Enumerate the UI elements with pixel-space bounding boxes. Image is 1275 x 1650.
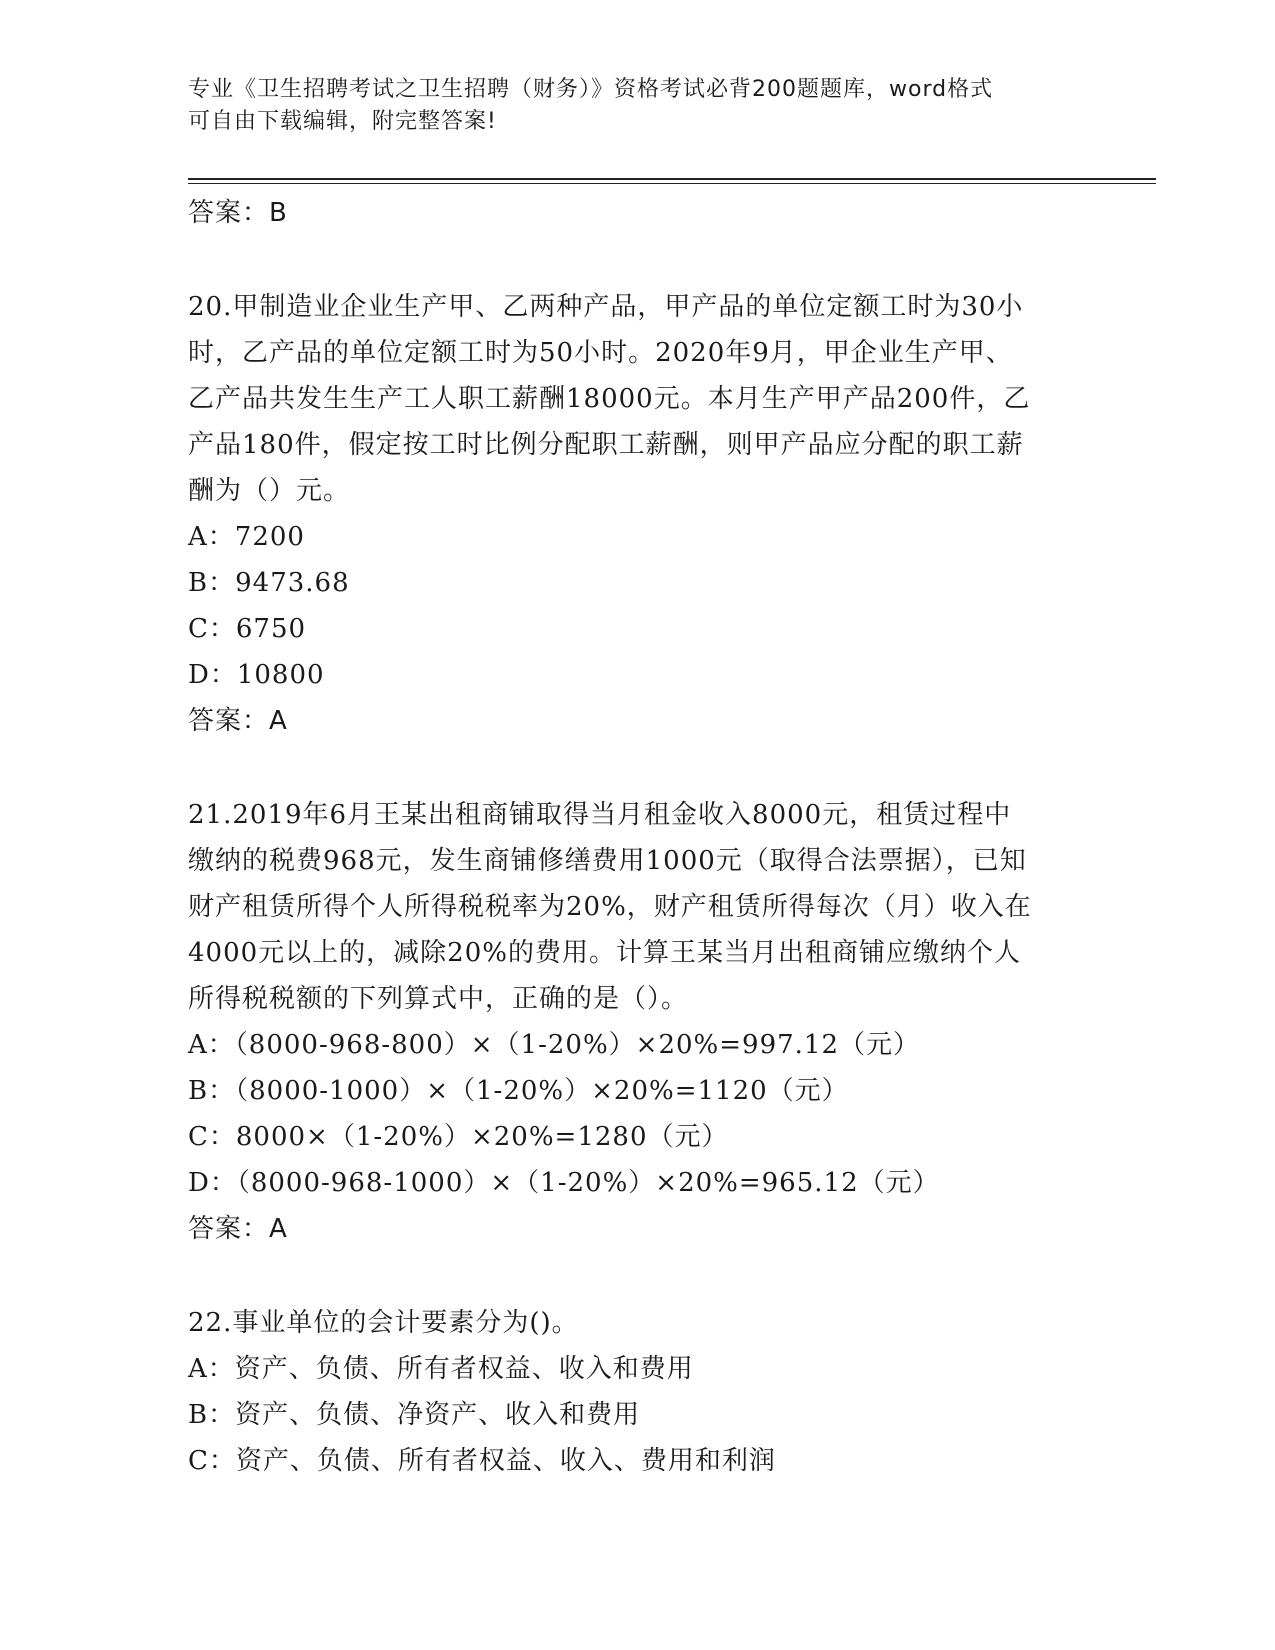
option-list: [188, 514, 1088, 698]
question-text: 22.事业单位的会计要素分为()。: [188, 1308, 579, 1338]
answer-line: 答案：B: [188, 198, 288, 228]
option-d: D：10800: [188, 660, 325, 690]
question-text: 20.甲制造业企业生产甲、乙两种产品，甲产品的单位定额工时为30小时，乙产品的单位定额工时为50小时。2020年9月，甲企业生产甲、乙产品共发生生产工人职工薪酬18000元。本月生产甲产品200件，乙产品180件，假定按工时比例分配职工薪酬，则甲产品应分配的职工薪酬为（）元。: [188, 292, 1031, 506]
document-header: [188, 74, 1088, 138]
header-title-line-1: 专业《卫生招聘考试之卫生招聘（财务）》资格考试必背200题题库，word格式: [188, 77, 994, 102]
option-c: C：8000×（1-20%）×20%=1280（元）: [188, 1122, 729, 1152]
option-c: C：6750: [188, 614, 307, 644]
header-divider-thin: [188, 183, 1156, 184]
option-a: A：7200: [188, 522, 305, 552]
option-b: B：资产、负债、净资产、收入和费用: [188, 1400, 641, 1430]
option-d: D：（8000-968-1000）×（1-20%）×20%=965.12（元）: [188, 1168, 940, 1198]
option-list: [188, 1022, 1088, 1206]
option-a: A：（8000-968-800）×（1-20%）×20%=997.12（元）: [188, 1030, 921, 1060]
header-divider-thick: [188, 178, 1156, 180]
option-b: B：（8000-1000）×（1-20%）×20%=1120（元）: [188, 1076, 849, 1106]
option-b: B：9473.68: [188, 568, 350, 598]
answer-line: 答案：A: [188, 1214, 288, 1244]
question-list: [188, 190, 1088, 1484]
question-text: 21.2019年6月王某出租商铺取得当月租金收入8000元，租赁过程中缴纳的税费968元，发生商铺修缮费用1000元（取得合法票据），已知财产租赁所得个人所得税税率为20%，财产租赁所得每次（月）收入在4000元以上的，减除20%的费用。计算王某当月出租商铺应缴纳个人所得税税额的下列算式中，正确的是（）。: [188, 800, 1032, 1014]
option-list: [188, 1346, 1088, 1484]
header-title-line-2: 可自由下载编辑，附完整答案!: [188, 109, 497, 134]
option-a: A：资产、负债、所有者权益、收入和费用: [188, 1354, 694, 1384]
answer-line: 答案：A: [188, 706, 288, 736]
option-c: C：资产、负债、所有者权益、收入、费用和利润: [188, 1446, 776, 1476]
